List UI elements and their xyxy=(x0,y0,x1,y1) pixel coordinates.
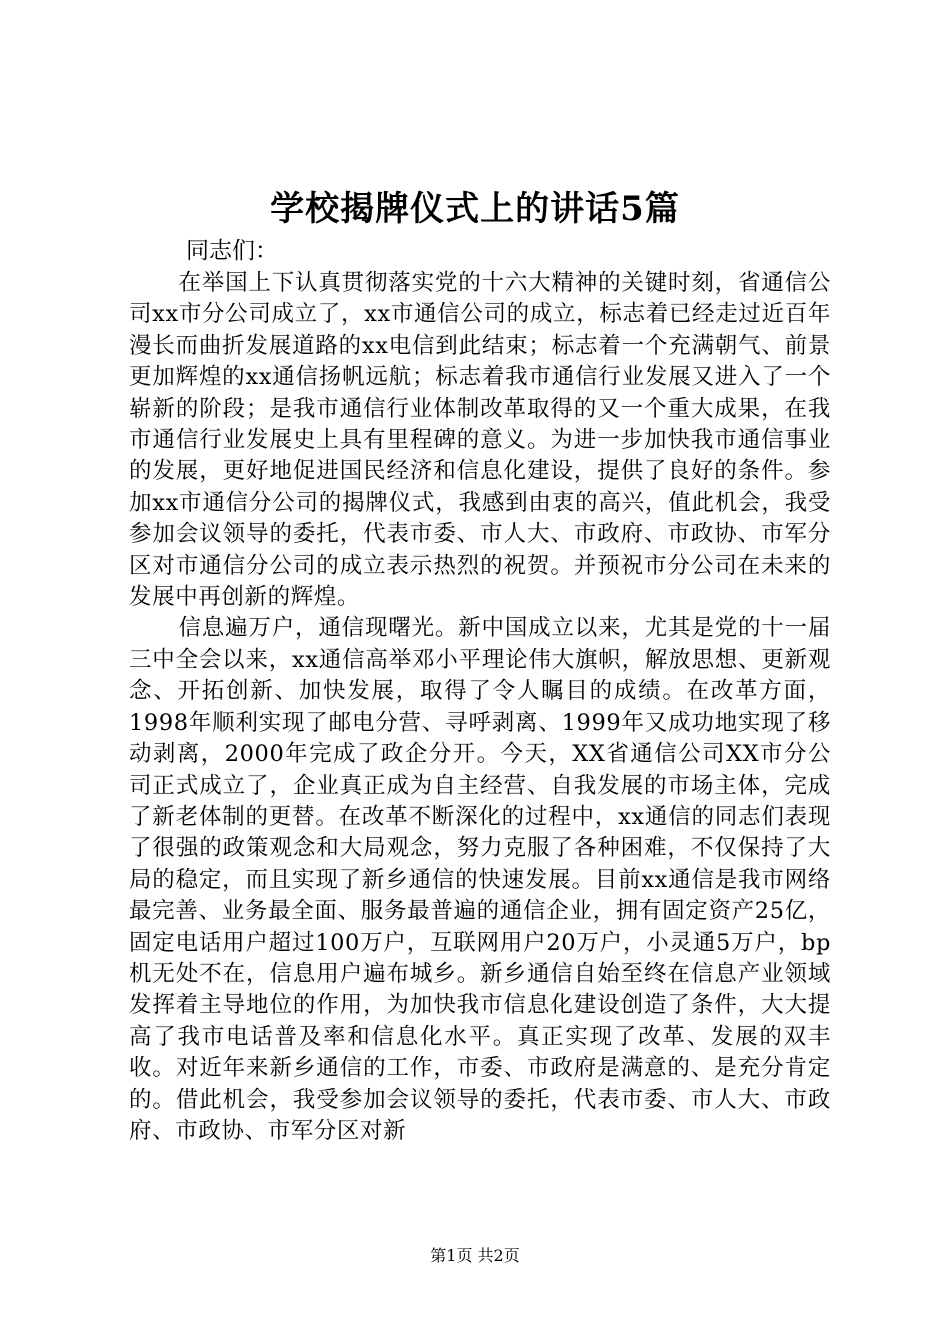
page-footer: 第1页 共2页 xyxy=(430,1246,520,1265)
document-title: 学校揭牌仪式上的讲话5篇 xyxy=(270,189,680,229)
document-body xyxy=(129,268,831,1147)
paragraph-2: 信息遍万户，通信现曙光。新中国成立以来，尤其是党的十一届三中全会以来，xx通信高举邓小平理论伟大旗帜，解放思想、更新观念、开拓创新、加快发展，取得了令人瞩目的成绩。在改革方面，1998年顺利实现了邮电分营、寻呼剥离、1999年又成功地实现了移动剥离，2000年完成了政企分开。今天，XX省通信公司XX市分公司正式成立了，企业真正成为自主经营、自我发展的市场主体，完成了新老体制的更替。在改革不断深化的过程中，xx通信的同志们表现了很强的政策观念和大局观念，努力克服了各种困难，不仅保持了大局的稳定，而且实现了新乡通信的快速发展。目前xx通信是我市网络最完善、业务最全面、服务最普遍的通信企业，拥有固定资产25亿，固定电话用户超过100万户，互联网用户20万户，小灵通5万户，bp机无处不在，信息用户遍布城乡。新乡通信自始至终在信息产业领域发挥着主导地位的作用，为加快我市信息化建设创造了条件，大大提高了我市电话普及率和信息化水平。真正实现了改革、发展的双丰收。对近年来新乡通信的工作，市委、市政府是满意的、是充分肯定的。借此机会，我受参加会议领导的委托，代表市委、市人大、市政府、市政协、市军分区对新 xyxy=(129,615,831,1144)
paragraph-1: 在举国上下认真贯彻落实党的十六大精神的关键时刻，省通信公司xx市分公司成立了，xx市通信公司的成立，标志着已经走过近百年漫长而曲折发展道路的xx电信到此结束；标志着一个充满朝气、前景更加辉煌的xx通信扬帆远航；标志着我市通信行业发展又进入了一个崭新的阶段；是我市通信行业体制改革取得的又一个重大成果，在我市通信行业发展史上具有里程碑的意义。为进一步加快我市通信事业的发展，更好地促进国民经济和信息化建设，提供了良好的条件。参加xx市通信分公司的揭牌仪式，我感到由衷的高兴，值此机会，我受参加会议领导的委托，代表市委、市人大、市政府、市政协、市军分区对市通信分公司的成立表示热烈的祝贺。并预祝市分公司在未来的发展中再创新的辉煌。 xyxy=(129,270,831,611)
salutation: 同志们： xyxy=(186,238,278,264)
